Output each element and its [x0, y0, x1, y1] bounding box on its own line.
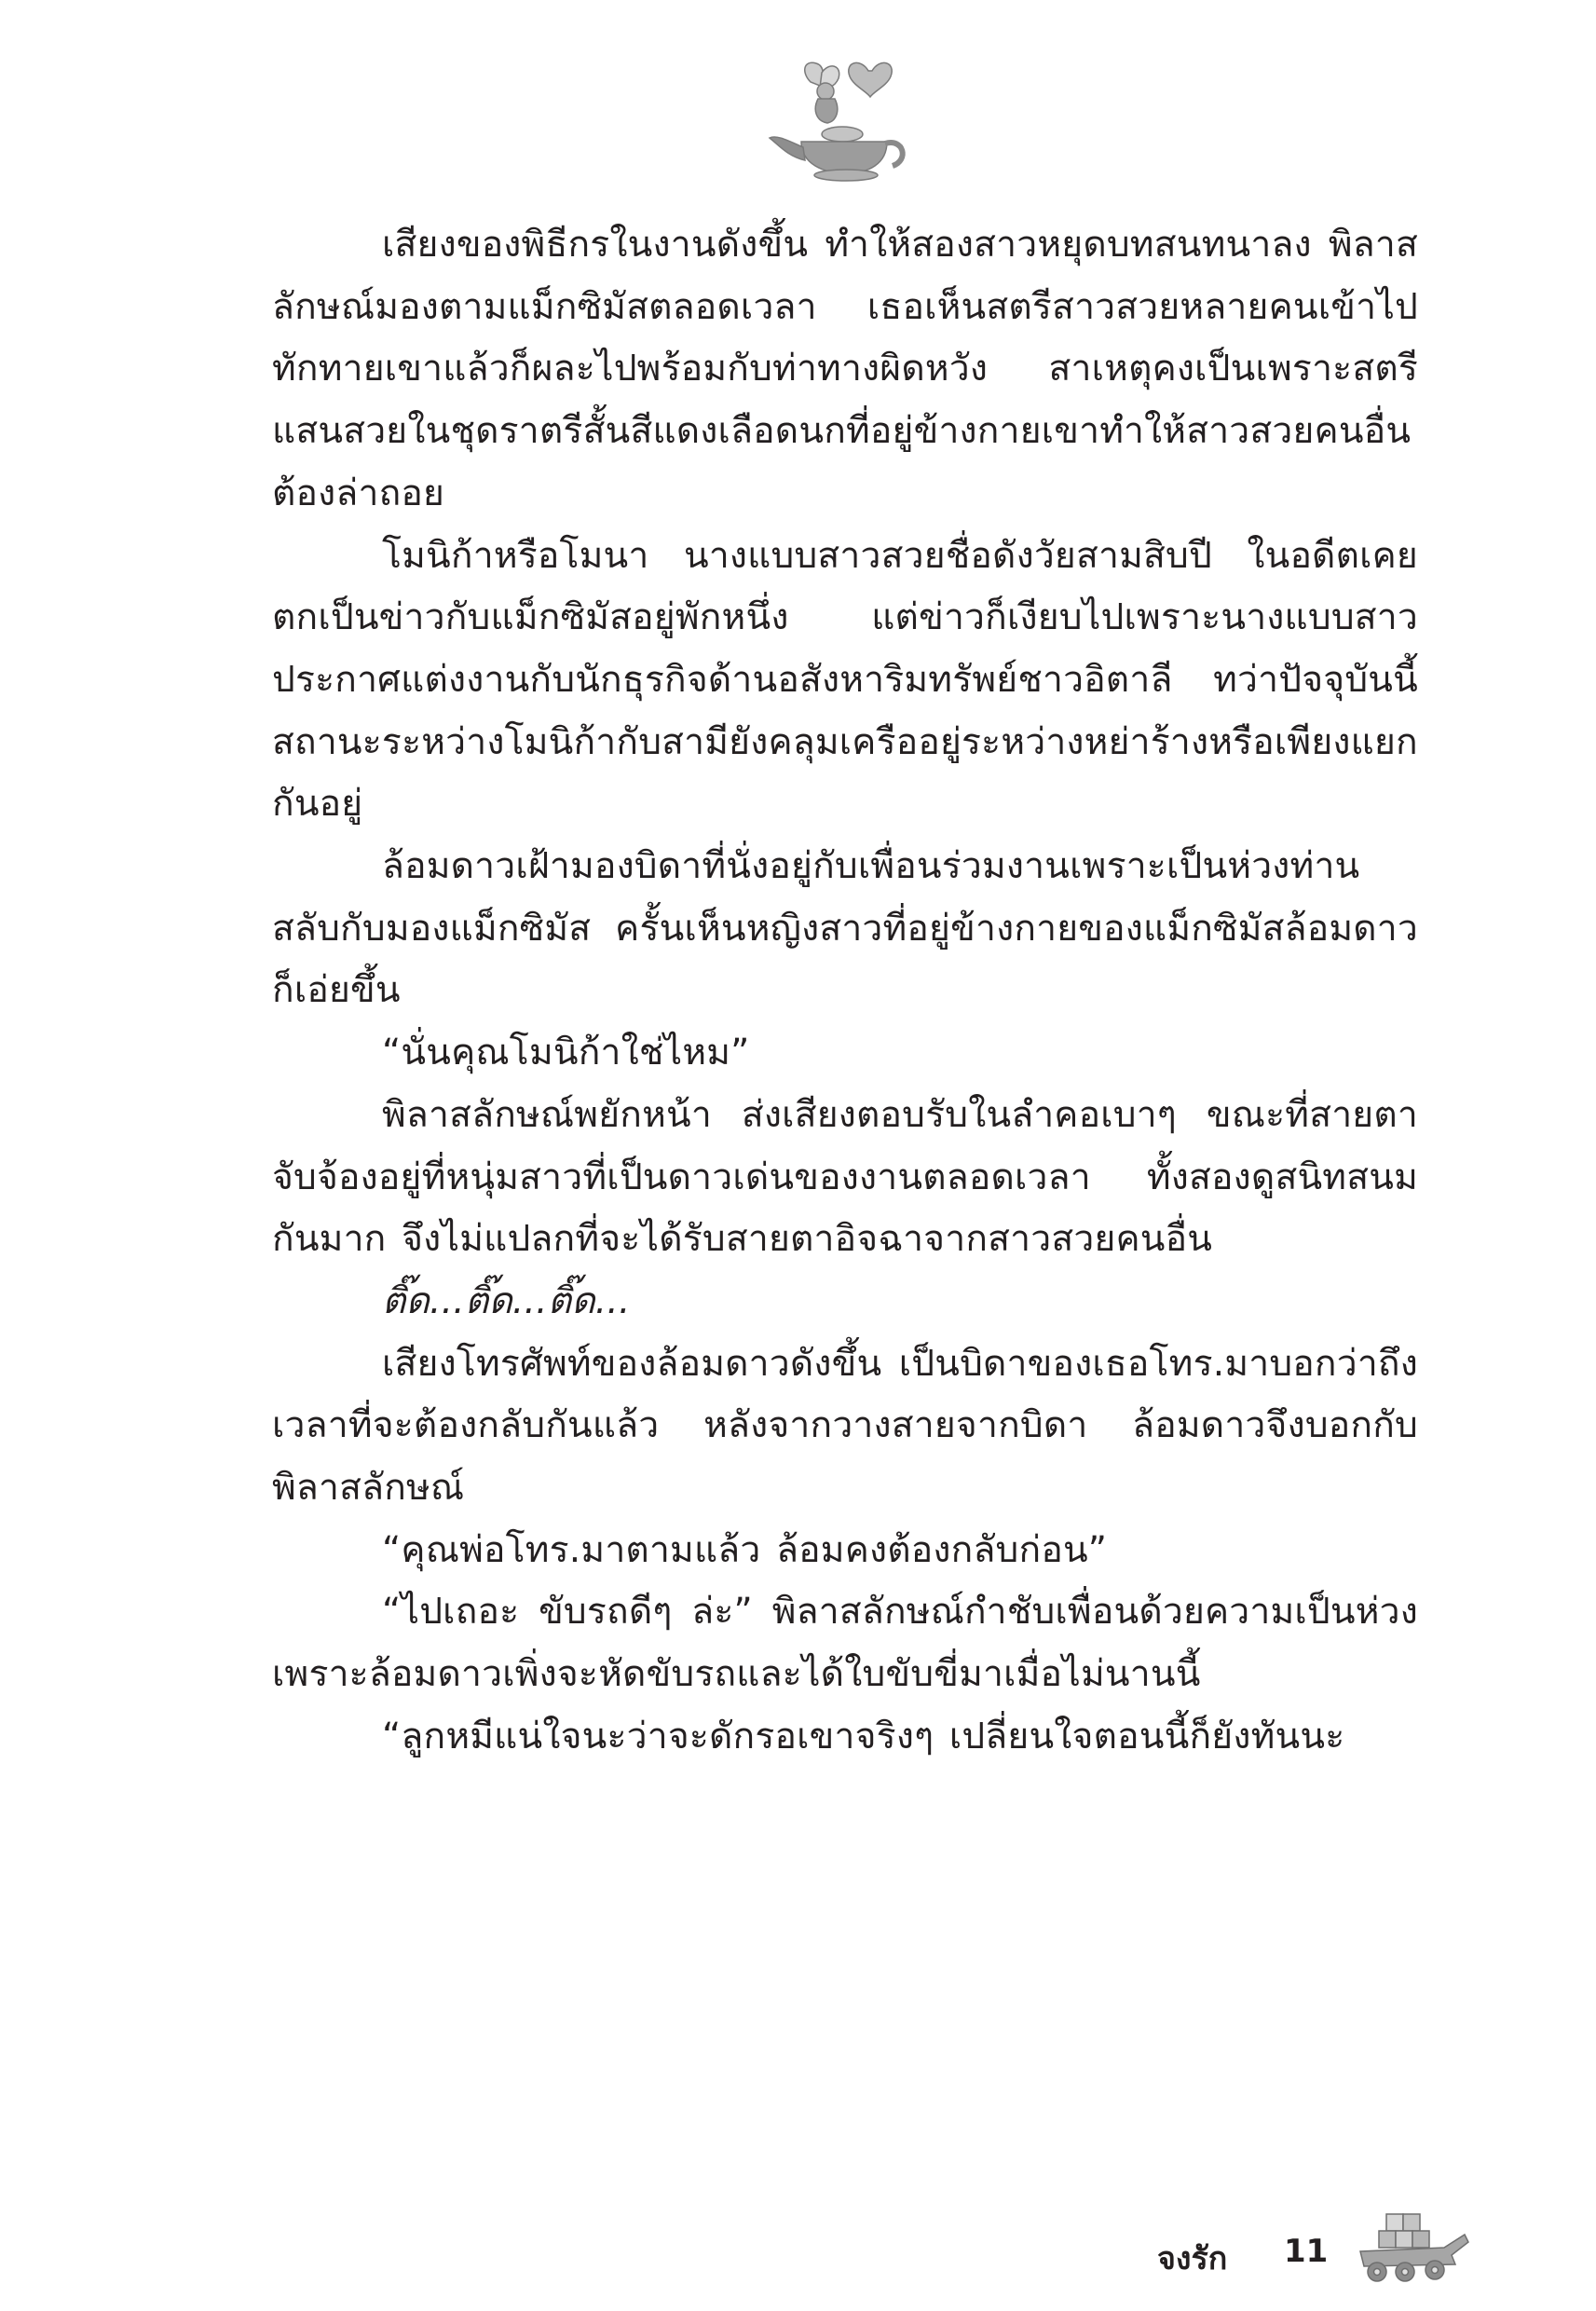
dialogue-paragraph: “นั่นคุณโมนิก้าใช่ไหม” — [382, 1032, 750, 1074]
paragraph: “ไปเถอะ ขับรถดีๆ ล่ะ” พิลาสลักษณ์กำชับเพื่อนด้วยความเป็นห่วง เพราะล้อมดาวเพิ่งจะหัดขับรถและได้ใบขับขี่มาเมื่อไม่นานนี้ — [272, 1591, 1418, 1696]
paragraph: โมนิก้าหรือโมนา นางแบบสาวสวยชื่อดังวัยสามสิบปี ในอดีตเคยตกเป็นข่าวกับแม็กซิมัสอยู่พักหนึ่ง แต่ข่าวก็เงียบไปเพราะนางแบบสาวประกาศแต่งงานกับนักธุรกิจด้านอสังหาริมทรัพย์ชาวอิตาลี ทว่าปัจจุบันนี้สถานะระหว่างโมนิก้ากับสามียังคลุมเครืออยู่ระหว่างหย่าร้างหรือเพียงแยกกันอยู่ — [272, 534, 1418, 826]
page-number: 11 — [1284, 2233, 1329, 2270]
paragraph: ล้อมดาวเฝ้ามองบิดาที่นั่งอยู่กับเพื่อนร่วมงานเพราะเป็นห่วงท่านสลับกับมองแม็กซิมัส ครั้นเห็นหญิงสาวที่อยู่ข้างกายของแม็กซิมัสล้อมดาวก็เอ่ยขึ้น — [272, 845, 1418, 1012]
sound-effect-paragraph: ติ๊ด...ติ๊ด...ติ๊ด... — [382, 1279, 631, 1322]
dialogue-paragraph: “ลูกหมีแน่ใจนะว่าจะดักรอเขาจริงๆ เปลี่ยนใจตอนนี้ก็ยังทันนะ — [382, 1715, 1345, 1757]
teapot-cupid-ornament-icon — [764, 45, 913, 185]
body-text — [272, 214, 1418, 1769]
dialogue-paragraph: “คุณพ่อโทร.มาตามแล้ว ล้อมคงต้องกลับก่อน” — [382, 1528, 1108, 1571]
book-title: จงรัก — [1157, 2240, 1228, 2277]
page-footer — [1118, 2227, 1491, 2292]
paragraph: เสียงของพิธีกรในงานดังขึ้น ทำให้สองสาวหยุดบทสนทนาลง พิลาสลักษณ์มองตามแม็กซิมัสตลอดเวลา เธอเห็นสตรีสาวสวยหลายคนเข้าไปทักทายเขาแล้วก็ผละไปพร้อมกับท่าทางผิดหวัง สาเหตุคงเป็นเพราะสตรีแสนสวยในชุดราตรีสั้นสีแดงเลือดนกที่อยู่ข้างกายเขาทำให้สาวสวยคนอื่นต้องล่าถอย — [272, 224, 1418, 514]
paragraph: พิลาสลักษณ์พยักหน้า ส่งเสียงตอบรับในลำคอเบาๆ ขณะที่สายตาจับจ้องอยู่ที่หนุ่มสาวที่เป็นดาวเด่นของงานตลอดเวลา ทั้งสองดูสนิทสนมกันมาก จึงไม่แปลกที่จะได้รับสายตาอิจฉาจากสาวสวยคนอื่น — [272, 1093, 1418, 1261]
paragraph: เสียงโทรศัพท์ของล้อมดาวดังขึ้น เป็นบิดาของเธอโทร.มาบอกว่าถึงเวลาที่จะต้องกลับกันแล้ว หลังจากวางสายจากบิดา ล้อมดาวจึงบอกกับพิลาสลักษณ์ — [272, 1342, 1418, 1510]
toy-car-blocks-icon — [1351, 2207, 1472, 2289]
